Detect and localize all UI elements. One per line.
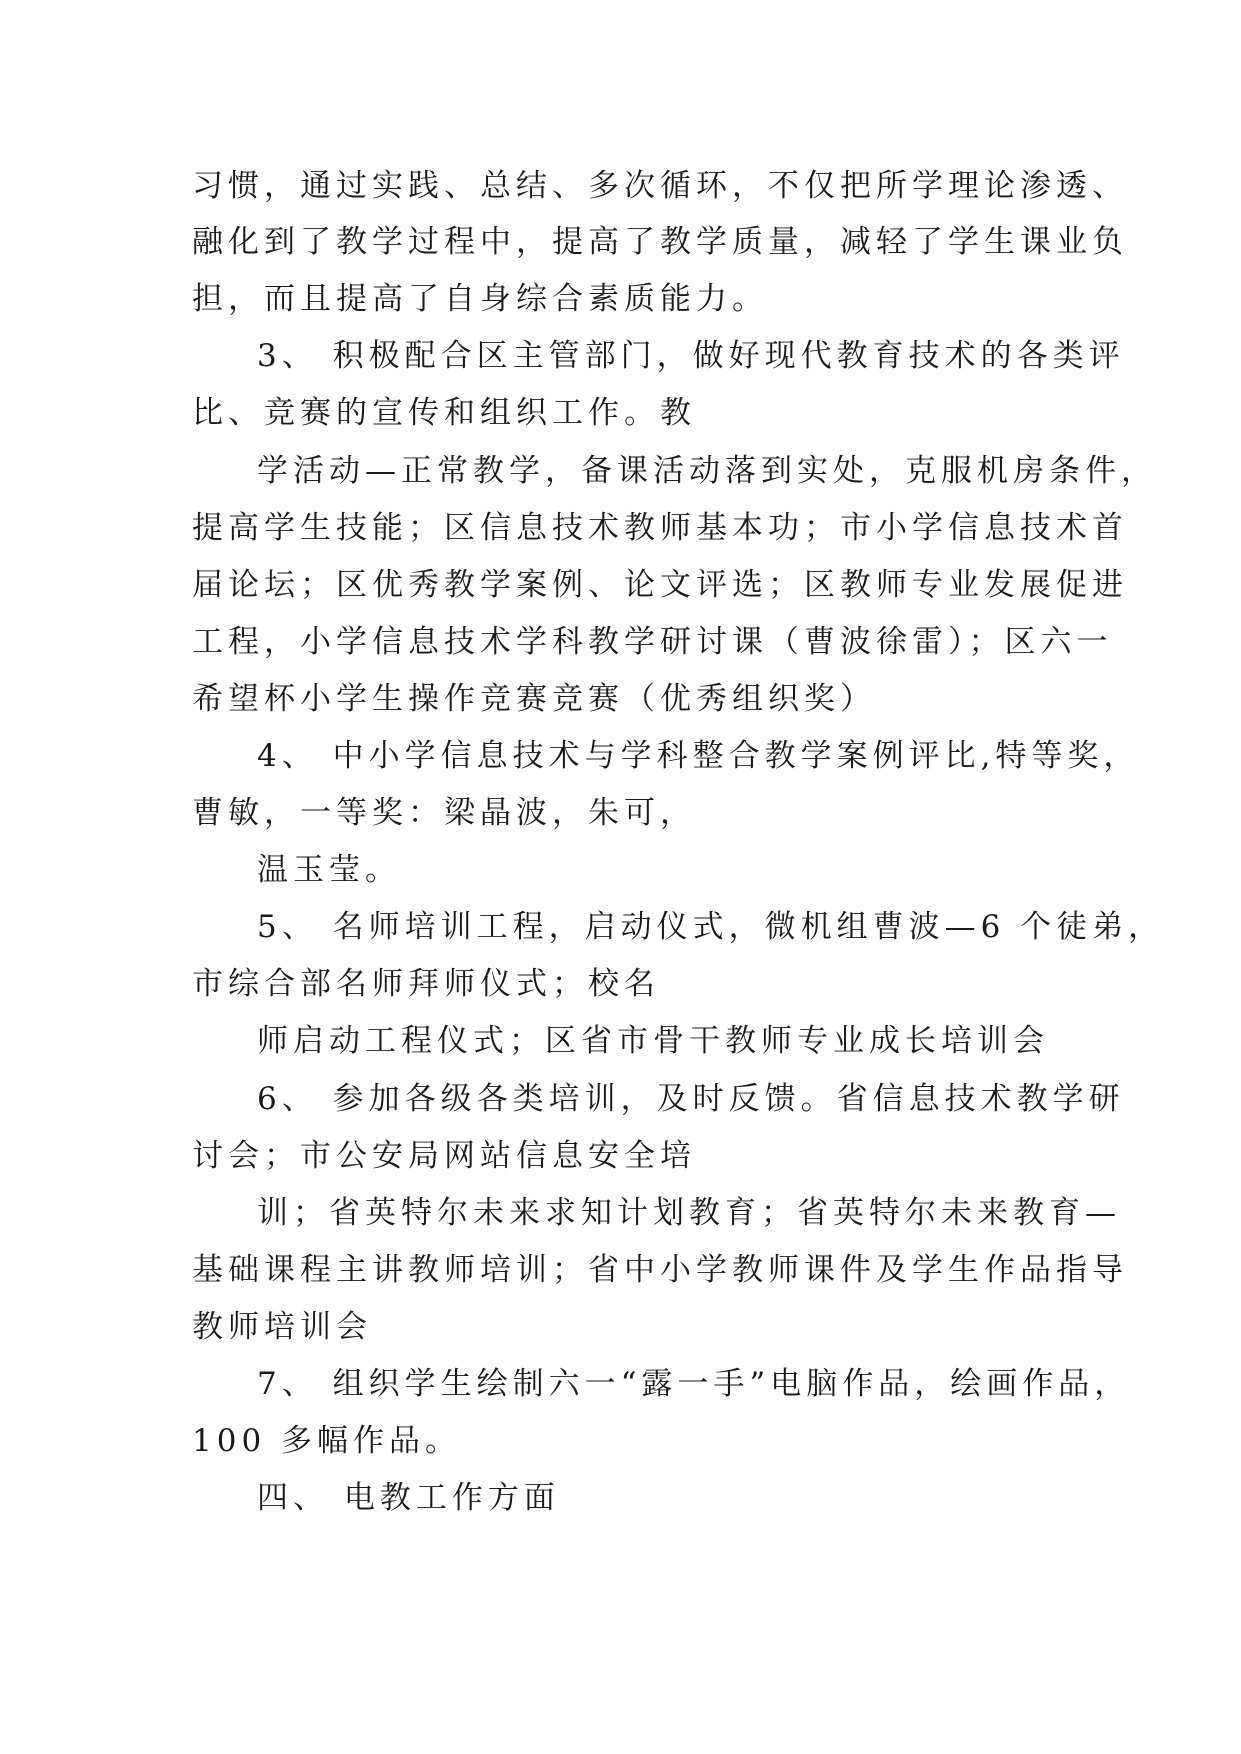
body-text-line: 教师培训会	[192, 1309, 372, 1345]
body-text-line: 训；省英特尔未来求知计划教育；省英特尔未来教育—	[257, 1195, 1121, 1231]
body-text-line: 学活动—正常教学，备课活动落到实处，克服机房条件，	[257, 453, 1157, 489]
body-text-line: 习惯，通过实践、总结、多次循环，不仅把所学理论渗透、	[192, 168, 1128, 204]
section-heading: 四、 电教工作方面	[257, 1480, 560, 1516]
body-text-line: 担，而且提高了自身综合素质能力。	[192, 281, 768, 317]
body-text-line: 曹敏，一等奖：梁晶波，朱可，	[192, 795, 696, 831]
list-item-3: 3、 积极配合区主管部门，做好现代教育技术的各类评	[257, 338, 1125, 374]
body-text-line: 提高学生技能；区信息技术教师基本功；市小学信息技术首	[192, 510, 1128, 546]
list-item-4: 4、 中小学信息技术与学科整合教学案例评比,特等奖，	[257, 738, 1140, 774]
body-text-line: 市综合部名师拜师仪式；校名	[192, 966, 660, 1002]
body-text-line: 100 多幅作品。	[192, 1423, 462, 1459]
list-item-7: 7、 组织学生绘制六一“露一手”电脑作品，绘画作品，	[257, 1366, 1131, 1402]
list-item-6: 6、 参加各级各类培训，及时反馈。省信息技术教学研	[257, 1081, 1125, 1117]
body-text-line: 温玉莹。	[257, 852, 401, 888]
body-text-line: 届论坛；区优秀教学案例、论文评选；区教师专业发展促进	[192, 567, 1128, 603]
body-text-line: 工程，小学信息技术学科教学研讨课（曹波徐雷）；区六一	[192, 624, 1113, 660]
body-text-line: 融化到了教学过程中，提高了教学质量，减轻了学生课业负	[192, 224, 1128, 260]
list-item-5: 5、 名师培训工程，启动仪式，微机组曹波—6 个徒弟，	[257, 909, 1165, 945]
body-text-line: 希望杯小学生操作竞赛竞赛（优秀组织奖）	[192, 681, 876, 717]
body-text-line: 比、竞赛的宣传和组织工作。教	[192, 395, 696, 431]
body-text-line: 基础课程主讲教师培训；省中小学教师课件及学生作品指导	[192, 1252, 1128, 1288]
body-text-line: 师启动工程仪式；区省市骨干教师专业成长培训会	[257, 1023, 1049, 1059]
body-text-line: 讨会；市公安局网站信息安全培	[192, 1138, 696, 1174]
